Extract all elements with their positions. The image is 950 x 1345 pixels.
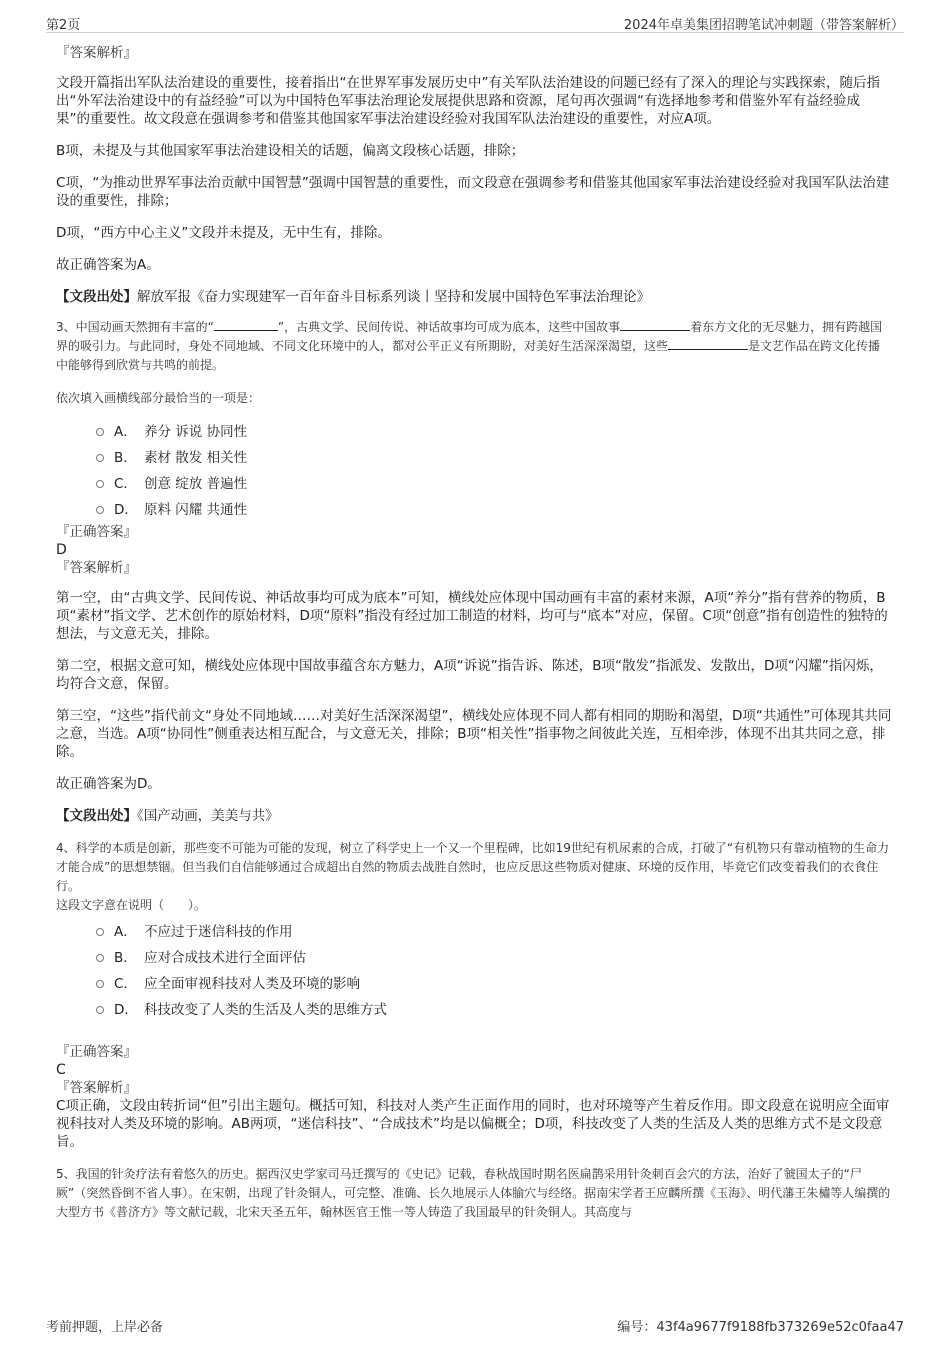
option-letter: C． xyxy=(114,476,137,492)
option-text: 科技改变了人类的生活及人类的思维方式 xyxy=(144,1002,387,1018)
analysis-paragraph: B项，未提及与其他国家军事法治建设相关的话题，偏离文段核心话题，排除； xyxy=(56,143,525,159)
analysis-paragraph: C项正确，文段由转折词“但”引出主题句。概括可知，科技对人类产生正面作用的同时，也对环境等产生着反作用。即文段意在说明应全面审视科技对人类及环境的影响。AB两项，“迷信科技”、“合成技术”均是以偏概全；D项，科技改变了人类的生活及人类的思维方式不是文段意旨。 xyxy=(56,1098,890,1150)
analysis-paragraph: 文段开篇指出军队法治建设的重要性，接着指出“在世界军事发展历史中”有关军队法治建设的问题已经有了深入的理论与实践探索，随后指出“外军法治建设中的有益经验”可以为中国特色军事法治理论发展提供思路和资源，尾句再次强调“有选择地参考和借鉴外军有益经验成果”的重要性。故文段意在强调参考和借鉴其他国家军事法治建设经验对我国军队法治建设的重要性，对应A项。 xyxy=(56,75,880,127)
stem-text: 3、中国动画天然拥有丰富的“ xyxy=(56,320,214,334)
option-letter: A． xyxy=(114,424,137,440)
option-b[interactable] xyxy=(56,949,892,967)
stem-text: ”，古典文学、民间传说、神话故事均可成为底本，这些中国故事 xyxy=(277,320,621,334)
option-a[interactable] xyxy=(56,423,892,441)
question-stem: 5、我国的针灸疗法有着悠久的历史。据西汉史学家司马迁撰写的《史记》记载，春秋战国时期名医扁鹊采用针灸刺百会穴的方法，治好了虢国太子的“尸厥”（突然昏倒不省人事）。在宋朝，出现了针灸铜人，可完整、准确、长久地展示人体腧穴与经络。据南宋学者王应麟所撰《玉海》、明代藩王朱橚等人编撰的大型方书《普济方》等文献记载，北宋天圣五年，翰林医官王惟一等人铸造了我国最早的针灸铜人。其高度与 xyxy=(56,1167,891,1219)
answer-label: 『正确答案』 xyxy=(56,524,137,540)
stem-text: 是文艺作品在跨文化传播中能够得到欣赏与共鸣的前提。 xyxy=(56,339,881,372)
fill-blank-2 xyxy=(620,318,690,331)
option-letter: B． xyxy=(114,950,137,966)
option-text: 原料 闪耀 共通性 xyxy=(144,502,248,518)
stem-text: 着东方文化的无尽魅力，拥有跨越国界的吸引力。与此同时，身处不同地域、不同文化环境中的人，都对公平正义有所期盼，对美好生活深深渴望，这些 xyxy=(56,320,883,353)
radio-icon[interactable] xyxy=(96,506,104,514)
document-title: 2024年卓美集团招聘笔试冲刺题（带答案解析） xyxy=(623,18,904,33)
analysis-label: 『答案解析』 xyxy=(56,560,137,576)
analysis-paragraph: 第三空，“这些”指代前文“身处不同地域……对美好生活深深渴望”，横线处应体现不同人都有相同的期盼和渴望，D项“共通性”可体现其共同之意，当选。A项“协同性”侧重表达相互配合，与文意无关，排除；B项“相关性”指事物之间彼此关连，互相牵涉，体现不出其共同之意，排除。 xyxy=(56,708,892,760)
options-list xyxy=(56,923,892,1019)
option-d[interactable] xyxy=(56,1001,892,1019)
answer-label: 『正确答案』 xyxy=(56,1044,137,1060)
option-letter: D． xyxy=(114,502,138,518)
question-stem xyxy=(56,318,892,375)
option-text: 应对合成技术进行全面评估 xyxy=(144,950,306,966)
option-text: 养分 诉说 协同性 xyxy=(144,424,248,440)
option-c[interactable] xyxy=(56,475,892,493)
radio-icon[interactable] xyxy=(96,1006,104,1014)
option-text: 素材 散发 相关性 xyxy=(144,450,248,466)
page-number: 第2页 xyxy=(46,18,81,33)
radio-icon[interactable] xyxy=(96,428,104,436)
option-letter: B． xyxy=(114,450,137,466)
conclusion: 故正确答案为A。 xyxy=(56,257,160,273)
page-header xyxy=(46,12,904,33)
analysis-label: 『答案解析』 xyxy=(56,45,137,61)
option-c[interactable] xyxy=(56,975,892,993)
question-instruction: 这段文字意在说明（ ）。 xyxy=(56,898,207,912)
option-a[interactable] xyxy=(56,923,892,941)
fill-blank-3 xyxy=(668,337,748,350)
analysis-paragraph: C项，“为推动世界军事法治贡献中国智慧”强调中国智慧的重要性，而文段意在强调参考和借鉴其他国家军事法治建设经验对我国军队法治建设的重要性，排除； xyxy=(56,175,890,209)
analysis-paragraph: 第一空，由“古典文学、民间传说、神话故事均可成为底本”可知，横线处应体现中国动画有丰富的素材来源，A项“养分”指有营养的物质，B项“素材”指文学、艺术创作的原始材料，D项“原料”指没有经过加工制造的材料，均可与“底本”对应，保留。C项“创意”指有创造性的独特的想法，与文意无关，排除。 xyxy=(56,590,888,642)
radio-icon[interactable] xyxy=(96,454,104,462)
radio-icon[interactable] xyxy=(96,980,104,988)
analysis-paragraph: D项，“西方中心主义”文段并未提及，无中生有，排除。 xyxy=(56,225,391,241)
source-text: 解放军报《奋力实现建军一百年奋斗目标系列谈丨坚持和发展中国特色军事法治理论》 xyxy=(137,289,650,305)
radio-icon[interactable] xyxy=(96,954,104,962)
option-letter: A． xyxy=(114,924,137,940)
fill-blank-1 xyxy=(214,318,278,331)
correct-answer: D xyxy=(56,542,67,558)
source-label: 【文段出处】 xyxy=(56,808,137,824)
analysis-paragraph: 第二空，根据文意可知，横线处应体现中国故事蕴含东方魅力，A项“诉说”指告诉、陈述，B项“散发”指派发、发散出，D项“闪耀”指闪烁，均符合文意，保留。 xyxy=(56,658,883,692)
page-footer xyxy=(46,1316,904,1336)
option-letter: C． xyxy=(114,976,137,992)
document-body xyxy=(56,44,892,1222)
footer-slogan: 考前押题，上岸必备 xyxy=(46,1320,164,1335)
question-stem: 4、科学的本质是创新，那些变不可能为可能的发现，树立了科学史上一个又一个里程碑，比如19世纪有机尿素的合成，打破了“有机物只有靠动植物的生命力才能合成”的思想禁锢。但当我们自信能够通过合成超出自然的物质去战胜自然时，也应反思这些物质对健康、环境的反作用，毕竟它们改变着我们的衣食住行。 xyxy=(56,841,890,893)
option-letter: D． xyxy=(114,1002,138,1018)
question-instruction: 依次填入画横线部分最恰当的一项是： xyxy=(56,391,261,405)
option-d[interactable] xyxy=(56,501,892,519)
options-list xyxy=(56,423,892,519)
conclusion: 故正确答案为D。 xyxy=(56,776,161,792)
radio-icon[interactable] xyxy=(96,480,104,488)
option-text: 不应过于迷信科技的作用 xyxy=(144,924,293,940)
radio-icon[interactable] xyxy=(96,928,104,936)
source-line xyxy=(56,288,892,306)
analysis-label: 『答案解析』 xyxy=(56,1080,137,1096)
option-text: 创意 绽放 普遍性 xyxy=(144,476,248,492)
option-b[interactable] xyxy=(56,449,892,467)
option-text: 应全面审视科技对人类及环境的影响 xyxy=(144,976,360,992)
document-id: 编号：43f4a9677f9188fb373269e52c0faa47 xyxy=(617,1320,904,1335)
correct-answer: C xyxy=(56,1062,66,1078)
source-line xyxy=(56,807,892,825)
source-text: 《国产动画，美美与共》 xyxy=(137,808,279,824)
source-label: 【文段出处】 xyxy=(56,289,137,305)
